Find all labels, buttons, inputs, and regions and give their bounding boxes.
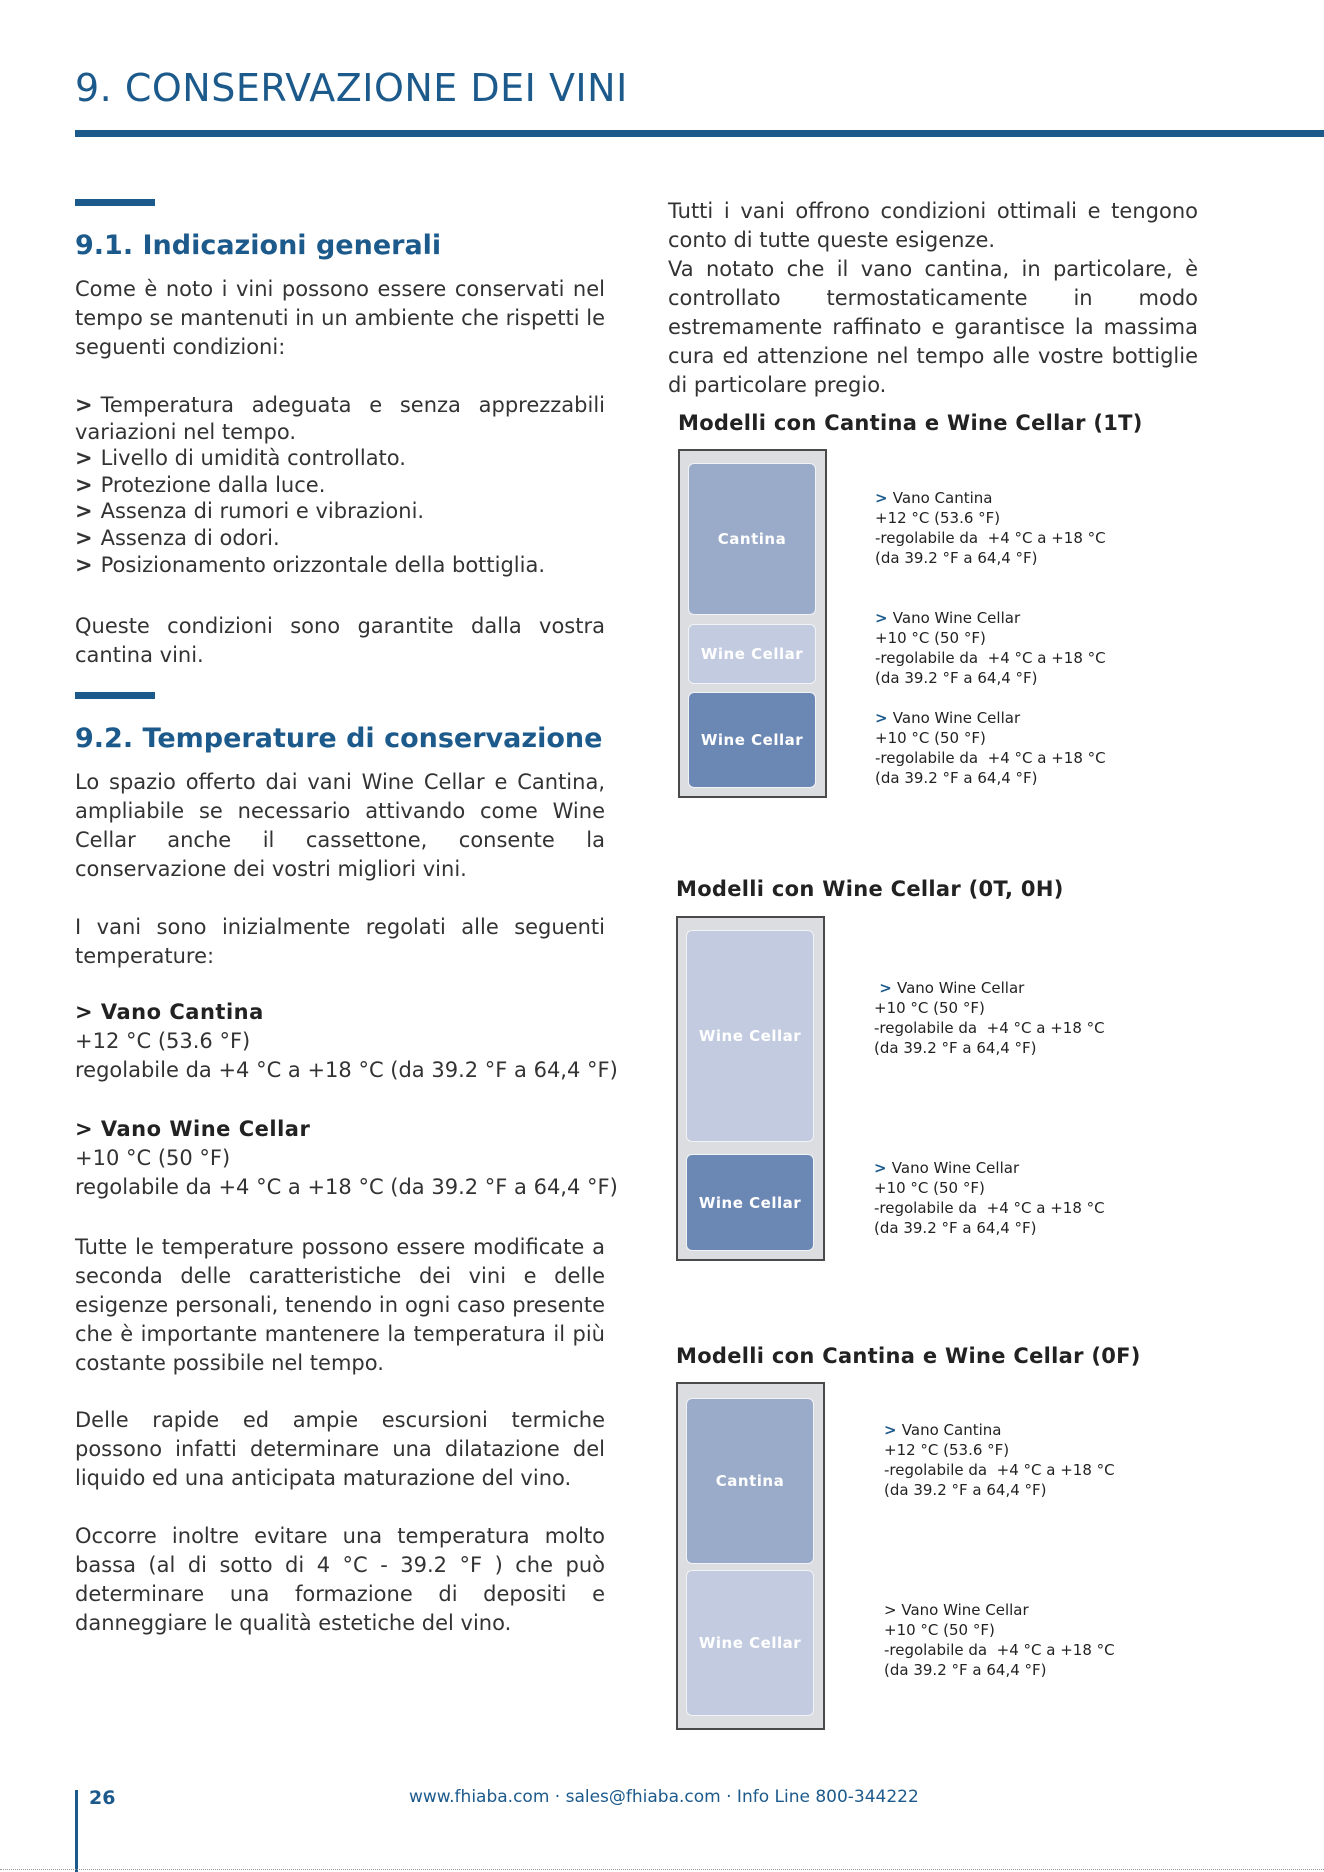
- diagram-title-0t-0h: Modelli con Wine Cellar (0T, 0H): [676, 877, 1064, 901]
- section-title-temperatures: 9.2. Temperature di conservazione: [75, 723, 603, 754]
- fridge-diagram-0f: [676, 1382, 825, 1730]
- vano-cantina-heading: > Vano Cantina: [75, 1000, 264, 1024]
- vano-cantina-range: regolabile da +4 °C a +18 °C (da 39.2 °F a 64,4 °F): [75, 1058, 618, 1082]
- list-item: > Assenza di rumori e vibrazioni.: [75, 499, 425, 524]
- vano-wine-temp: +10 °C (50 °F): [75, 1146, 231, 1170]
- note-wine-cellar: > Vano Wine Cellar +10 °C (50 °F) -regolabile da +4 °C a +18 °C (da 39.2 °F a 64,4 °F): [875, 709, 1106, 787]
- bottom-dotted-divider: [0, 1869, 1324, 1870]
- arrow-icon: >: [75, 525, 93, 550]
- temperatures-p5: Occorre inoltre evitare una temperatura molto bassa (al di sotto di 4 °C - 39.2 °F ) che può determinare una formazione di depositi e danneggiare le qualità estetiche del vino.: [75, 1524, 605, 1635]
- list-item: > Assenza di odori.: [75, 525, 280, 550]
- note-wine-cellar: > Vano Wine Cellar +10 °C (50 °F) -regolabile da +4 °C a +18 °C (da 39.2 °F a 64,4 °F): [884, 1601, 1115, 1679]
- arrow-icon: >: [884, 1421, 902, 1439]
- temperatures-p4: Delle rapide ed ampie escursioni termiche possono infatti determinare una dilatazione del liquido ed una anticipata maturazione del vino.: [75, 1408, 605, 1490]
- temperatures-p1: Lo spazio offerto dai vani Wine Cellar e Cantina, ampliabile se necessario attivando come Wine Cellar anche il cassettone, consente la conservazione dei vostri migliori vini.: [75, 770, 605, 881]
- arrow-icon: >: [874, 1159, 892, 1177]
- page-title: 9. CONSERVAZIONE DEI VINI: [75, 66, 628, 110]
- diagram-title-1t: Modelli con Cantina e Wine Cellar (1T): [678, 411, 1143, 435]
- compartment-wine-cellar: Wine Cellar: [686, 930, 814, 1142]
- note-wine-cellar: > Vano Wine Cellar +10 °C (50 °F) -regolabile da +4 °C a +18 °C (da 39.2 °F a 64,4 °F): [875, 609, 1106, 687]
- section-title-general: 9.1. Indicazioni generali: [75, 230, 442, 261]
- vano-wine-range: regolabile da +4 °C a +18 °C (da 39.2 °F a 64,4 °F): [75, 1175, 618, 1199]
- arrow-icon: >: [75, 446, 93, 471]
- section-accent-bar: [75, 692, 155, 699]
- note-wine-cellar: > Vano Wine Cellar +10 °C (50 °F) -regolabile da +4 °C a +18 °C (da 39.2 °F a 64,4 °F): [874, 979, 1105, 1057]
- compartment-cantina: Cantina: [686, 1398, 814, 1564]
- list-item: > Protezione dalla luce.: [75, 472, 326, 497]
- fridge-diagram-0t-0h: [676, 916, 825, 1261]
- conditions-list: [75, 392, 605, 578]
- arrow-icon: >: [884, 1601, 902, 1619]
- right-intro-2: Va notato che il vano cantina, in particolare, è controllato termostaticamente in modo estremamente raffinato e garantisce la massima cura ed attenzione nel tempo alle vostre bottiglie di particolare pregio.: [668, 257, 1198, 397]
- note-cantina: > Vano Cantina +12 °C (53.6 °F) -regolabile da +4 °C a +18 °C (da 39.2 °F a 64,4 °F): [875, 489, 1106, 567]
- note-cantina: > Vano Cantina +12 °C (53.6 °F) -regolabile da +4 °C a +18 °C (da 39.2 °F a 64,4 °F): [884, 1421, 1115, 1499]
- arrow-icon: >: [75, 499, 93, 524]
- compartment-wine-cellar: Wine Cellar: [686, 1570, 814, 1716]
- arrow-icon: >: [75, 552, 93, 577]
- arrow-icon: >: [75, 472, 93, 497]
- footer-accent-bar: [75, 1790, 78, 1872]
- note-wine-cellar: > Vano Wine Cellar +10 °C (50 °F) -regolabile da +4 °C a +18 °C (da 39.2 °F a 64,4 °F): [874, 1159, 1105, 1237]
- title-rule: [75, 130, 1324, 137]
- general-intro: Come è noto i vini possono essere conservati nel tempo se mantenuti in un ambiente che rispetti le seguenti condizioni:: [75, 277, 605, 359]
- fridge-diagram-1t: [678, 449, 827, 798]
- arrow-icon: >: [75, 393, 93, 417]
- arrow-icon: >: [875, 489, 893, 507]
- compartment-wine-cellar-drawer: Wine Cellar: [686, 1154, 814, 1251]
- arrow-icon: >: [875, 609, 893, 627]
- general-outro: Queste condizioni sono garantite dalla vostra cantina vini.: [75, 614, 605, 667]
- temperatures-p2: I vani sono inizialmente regolati alle seguenti temperature:: [75, 915, 605, 968]
- vano-cantina-temp: +12 °C (53.6 °F): [75, 1029, 251, 1053]
- compartment-wine-cellar: Wine Cellar: [688, 624, 816, 684]
- temperatures-p3: Tutte le temperature possono essere modificate a seconda delle caratteristiche dei vini e delle esigenze personali, tenendo in ogni caso presente che è importante mantenere la temperatura il più costante possibile nel tempo.: [75, 1235, 605, 1375]
- list-item: > Livello di umidità controllato.: [75, 446, 406, 471]
- compartment-cantina: Cantina: [688, 463, 816, 615]
- page-number: 26: [89, 1787, 116, 1809]
- list-item: > Posizionamento orizzontale della bottiglia.: [75, 552, 546, 577]
- vano-wine-heading: > Vano Wine Cellar: [75, 1117, 311, 1141]
- diagram-title-0f: Modelli con Cantina e Wine Cellar (0F): [676, 1344, 1141, 1368]
- arrow-icon: >: [875, 709, 893, 727]
- arrow-icon: >: [874, 979, 898, 997]
- section-accent-bar: [75, 199, 155, 206]
- list-item: > Temperatura adeguata e senza apprezzabili variazioni nel tempo.: [75, 393, 605, 444]
- right-intro: Tutti i vani offrono condizioni ottimali e tengono conto di tutte queste esigenze.: [668, 199, 1198, 252]
- compartment-wine-cellar-drawer: Wine Cellar: [688, 692, 816, 788]
- footer-contacts[interactable]: www.fhiaba.com · sales@fhiaba.com · Info Line 800-344222: [409, 1787, 919, 1807]
